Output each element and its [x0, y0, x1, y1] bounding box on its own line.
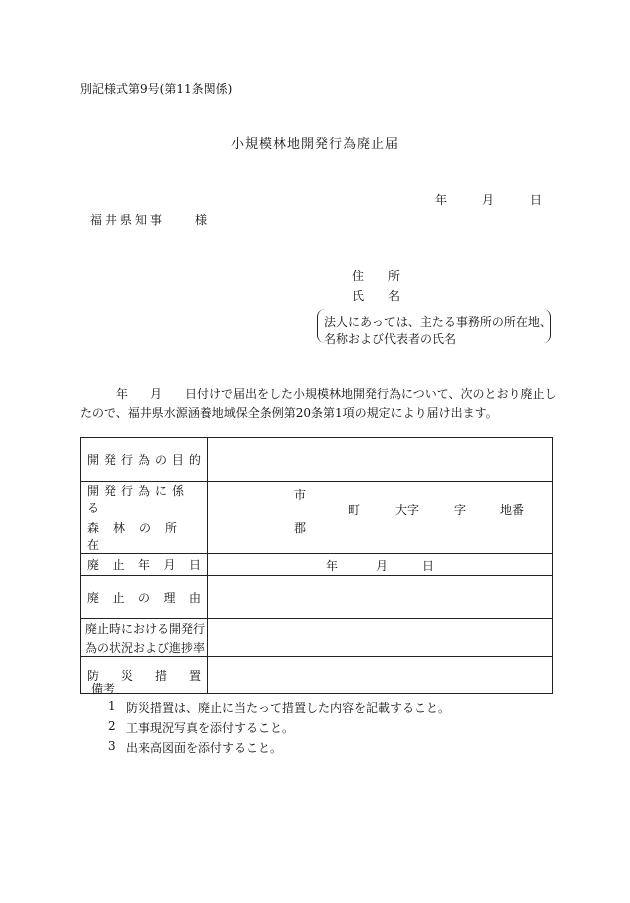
name-label-2: 名 [388, 289, 401, 303]
form-number: 別記様式第9号(第11条関係) [80, 82, 233, 96]
date-month: 月 [482, 193, 495, 207]
purpose-label: 開 発 行 為 の 目 的 [87, 453, 201, 467]
corporate-note-line-2: 名称および代表者の氏名 [324, 332, 457, 346]
row-disaster [81, 657, 553, 694]
reason-label: 廃 止 の 理 由 [87, 590, 201, 605]
location-label-line-2: 森林の所在 [87, 521, 192, 552]
row-abolish-date [81, 554, 553, 576]
remark-2-num: 2 [108, 719, 116, 733]
abolish-date-value[interactable] [208, 554, 553, 576]
corporate-note-line-1: 法人にあっては、主たる事務所の所在地、 [324, 315, 552, 329]
disaster-label: 防 災 措 置 [87, 668, 201, 683]
body-line-1: 日付けで届出をした小規模林地開発行為について、次のとおり廃止し [185, 387, 557, 401]
address-label-1: 住 [352, 269, 365, 283]
purpose-label-cell [81, 438, 208, 482]
remark-3-num: 3 [108, 739, 116, 753]
status-label-line-1: 廃止時における開発行 [85, 621, 206, 636]
remark-2-text: 工事現況写真を添付すること。 [126, 721, 295, 735]
date-day: 日 [530, 193, 543, 207]
address-label-2: 所 [388, 269, 401, 283]
abolish-date-label-cell [81, 554, 208, 576]
location-town: 町 [348, 503, 361, 517]
abolish-year: 年 [326, 559, 339, 573]
reason-label-cell [81, 576, 208, 619]
status-label-cell [81, 619, 208, 657]
location-label-cell [81, 482, 208, 554]
abolish-month: 月 [376, 559, 389, 573]
row-reason [81, 576, 553, 619]
purpose-value[interactable] [208, 438, 553, 482]
location-value[interactable] [208, 482, 553, 554]
location-banchi: 地番 [500, 503, 525, 517]
remark-1-num: 1 [108, 699, 116, 713]
row-location [81, 482, 553, 554]
remark-1-text: 防災措置は、廃止に当たって措置した内容を記載すること。 [126, 701, 451, 715]
addressee-name: 福井県知事 [90, 213, 166, 227]
location-oaza: 大字 [395, 503, 420, 517]
body-month: 月 [150, 387, 163, 401]
location-gun: 郡 [294, 521, 307, 535]
addressee-honorific: 様 [195, 213, 211, 227]
row-purpose [81, 438, 553, 482]
disaster-value[interactable] [208, 657, 553, 694]
status-value[interactable] [208, 619, 553, 657]
name-label-1: 氏 [352, 289, 365, 303]
location-aza: 字 [454, 503, 467, 517]
location-city: 市 [294, 488, 307, 502]
abolish-day: 日 [422, 559, 435, 573]
row-status [81, 619, 553, 657]
abolish-date-label: 廃 止 年 月 日 [87, 558, 201, 572]
page-title: 小規模林地開発行為廃止届 [230, 137, 399, 152]
location-label-line-1: 開発行為に係る [87, 484, 190, 515]
body-year: 年 [116, 387, 129, 401]
date-year: 年 [435, 193, 448, 207]
reason-value[interactable] [208, 576, 553, 619]
application-table [80, 437, 553, 694]
status-label-line-2: 為の状況および進捗率 [85, 640, 206, 655]
remark-3-text: 出来高図面を添付すること。 [126, 741, 283, 755]
remarks-heading: 備考 [91, 682, 116, 696]
body-line-2: たので、福井県水源涵養地域保全条例第20条第1項の規定により届け出ます。 [80, 406, 498, 420]
